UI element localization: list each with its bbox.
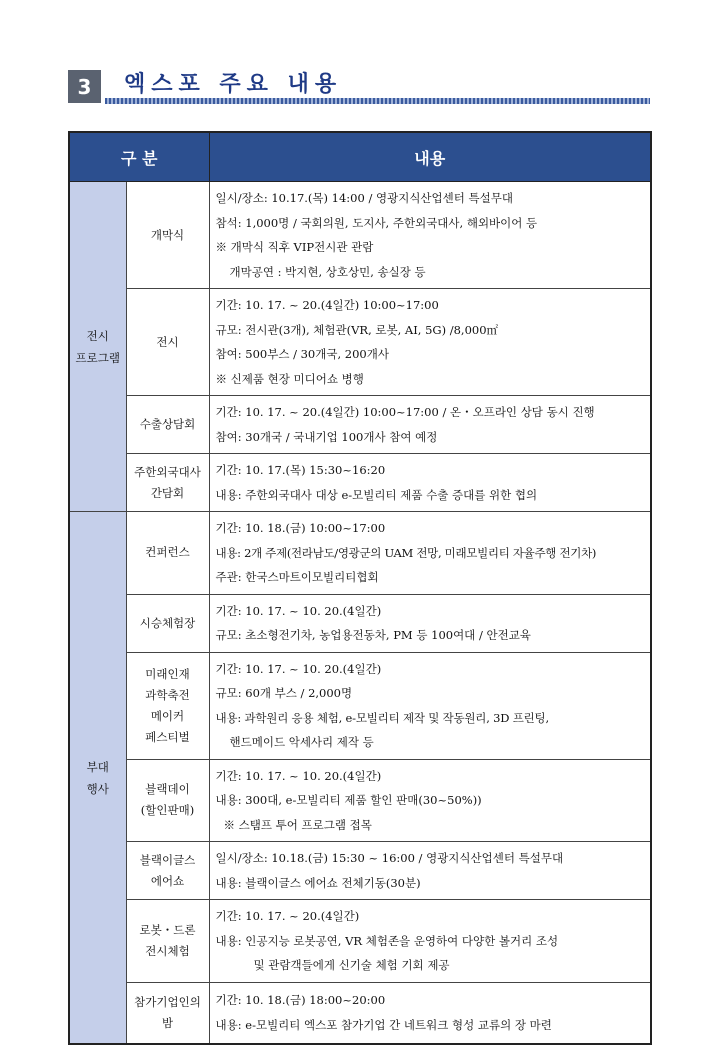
content-line: 내용: 인공지능 로봇공연, VR 체험존을 운영하여 다양한 볼거리 조성 — [215, 933, 559, 948]
content-line: 내용: 블랙이글스 에어쇼 전체기동(30분) — [215, 875, 421, 890]
content-line: 일시/장소: 10.17.(목) 14:00 / 영광지식산업센터 특설무대 — [215, 191, 513, 205]
category-cell — [69, 512, 126, 1045]
content-line: 내용: 주한외국대사 대상 e-모빌리티 제품 수출 증대를 위한 협의 — [215, 487, 538, 502]
content-line: 기간: 10. 18.(금) 18:00~20:00 — [215, 993, 386, 1008]
category-label: 부대 행사 — [86, 759, 109, 796]
content-line: ※ 개막식 직후 VIP전시관 관람 — [215, 240, 374, 254]
item-label: 전시 — [156, 334, 179, 349]
table-header-row — [69, 132, 651, 182]
content-line: 주관: 한국스마트이모빌리티협회 — [215, 570, 379, 584]
content-line: 기간: 10. 17. ~ 20.(4일간) 10:00~17:00 — [215, 298, 439, 312]
content-cell — [209, 900, 651, 983]
section-number: 3 — [68, 70, 101, 103]
content-cell — [209, 512, 651, 595]
content-line: 내용: 300대, e-모빌리티 제품 할인 판매(30~50%)) — [215, 793, 482, 807]
table-row — [69, 900, 651, 983]
item-cell — [126, 396, 209, 454]
item-cell — [126, 182, 209, 289]
content-cell — [209, 454, 651, 512]
content-line: 규모: 전시관(3개), 체험관(VR, 로봇, AI, 5G) /8,000㎡ — [215, 322, 499, 337]
content-cell — [209, 289, 651, 396]
item-label: 시승체험장 — [139, 615, 196, 630]
content-line: 참석: 1,000명 / 국회의원, 도지사, 주한외국대사, 해외바이어 등 — [215, 215, 538, 230]
content-cell — [209, 842, 651, 900]
content-line: ※ 신제품 현장 미디어쇼 병행 — [215, 371, 364, 386]
content-line: 내용: e-모빌리티 엑스포 참가기업 간 네트워크 형성 교류의 장 마련 — [215, 1017, 552, 1032]
content-cell — [209, 594, 651, 652]
content-line: 기간: 10. 17. ~ 20.(4일간) — [215, 909, 360, 923]
content-line: 내용: 2개 주제(전라남도/영광군의 UAM 전망, 미래모빌리티 자율주행 전기차) — [215, 545, 597, 560]
item-cell — [126, 759, 209, 842]
table-row — [69, 652, 651, 759]
item-cell — [126, 512, 209, 595]
content-cell — [209, 396, 651, 454]
content-line: 기간: 10. 18.(금) 10:00~17:00 — [215, 521, 386, 535]
table-row — [69, 182, 651, 289]
content-line: 참여: 30개국 / 국내기업 100개사 참여 예정 — [215, 429, 438, 444]
item-label: 블랙데이 (할인판매) — [140, 782, 195, 818]
expo-content-table — [68, 131, 652, 1045]
item-label: 컨퍼런스 — [145, 545, 190, 560]
header-content: 내용 — [209, 132, 651, 182]
content-line: 핸드메이드 악세사리 제작 등 — [229, 735, 374, 749]
table-row — [69, 982, 651, 1044]
table-row — [69, 454, 651, 512]
table-row — [69, 842, 651, 900]
content-line: 기간: 10. 17. ~ 20.(4일간) 10:00~17:00 / 온・오프라인 상담 동시 진행 — [215, 405, 595, 419]
content-line: 내용: 과학원리 응용 체험, e-모빌리티 제작 및 작동원리, 3D 프린팅, — [215, 710, 549, 725]
item-label: 로봇・드론 전시체험 — [139, 922, 196, 958]
item-cell — [126, 842, 209, 900]
content-cell — [209, 759, 651, 842]
item-label: 블랙이글스 에어쇼 — [139, 852, 196, 888]
item-cell — [126, 900, 209, 983]
table-row — [69, 396, 651, 454]
content-line: ※ 스탬프 투어 프로그램 접목 — [223, 817, 372, 832]
table-row — [69, 289, 651, 396]
item-label: 참가기업인의 밤 — [134, 994, 201, 1030]
content-line: 및 관람객들에게 신기술 체험 기회 제공 — [253, 958, 450, 972]
item-label: 개막식 — [150, 227, 185, 242]
section-underline — [105, 98, 650, 104]
table-row — [69, 759, 651, 842]
content-line: 일시/장소: 10.18.(금) 15:30 ~ 16:00 / 영광지식산업센터 특설무대 — [215, 851, 564, 865]
section-heading — [68, 70, 650, 106]
category-cell — [69, 182, 126, 512]
content-line: 개막공연 : 박지현, 상호상민, 송실장 등 — [229, 264, 426, 279]
item-cell — [126, 289, 209, 396]
category-label: 전시 프로그램 — [75, 328, 120, 365]
content-line: 기간: 10. 17. ~ 10. 20.(4일간) — [215, 768, 382, 783]
item-cell — [126, 982, 209, 1044]
content-cell — [209, 652, 651, 759]
content-line: 규모: 60개 부스 / 2,000명 — [215, 686, 353, 700]
content-line: 규모: 초소형전기차, 농업용전동차, PM 등 100여대 / 안전교육 — [215, 628, 531, 642]
item-cell — [126, 454, 209, 512]
content-line: 기간: 10. 17.(목) 15:30~16:20 — [215, 463, 386, 477]
content-line: 기간: 10. 17. ~ 10. 20.(4일간) — [215, 603, 382, 618]
content-line: 기간: 10. 17. ~ 10. 20.(4일간) — [215, 661, 382, 676]
table-row — [69, 512, 651, 595]
content-cell — [209, 182, 651, 289]
content-line: 참여: 500부스 / 30개국, 200개사 — [215, 347, 389, 361]
item-label: 수출상담회 — [139, 417, 196, 431]
item-cell — [126, 594, 209, 652]
header-category: 구 분 — [69, 132, 209, 182]
section-title: 엑스포 주요 내용 — [124, 72, 343, 97]
table-row — [69, 594, 651, 652]
item-label: 미래인재 과학축전 메이커 페스티벌 — [145, 666, 190, 744]
content-cell — [209, 982, 651, 1044]
item-cell — [126, 652, 209, 759]
item-label: 주한외국대사 간담회 — [134, 464, 201, 500]
